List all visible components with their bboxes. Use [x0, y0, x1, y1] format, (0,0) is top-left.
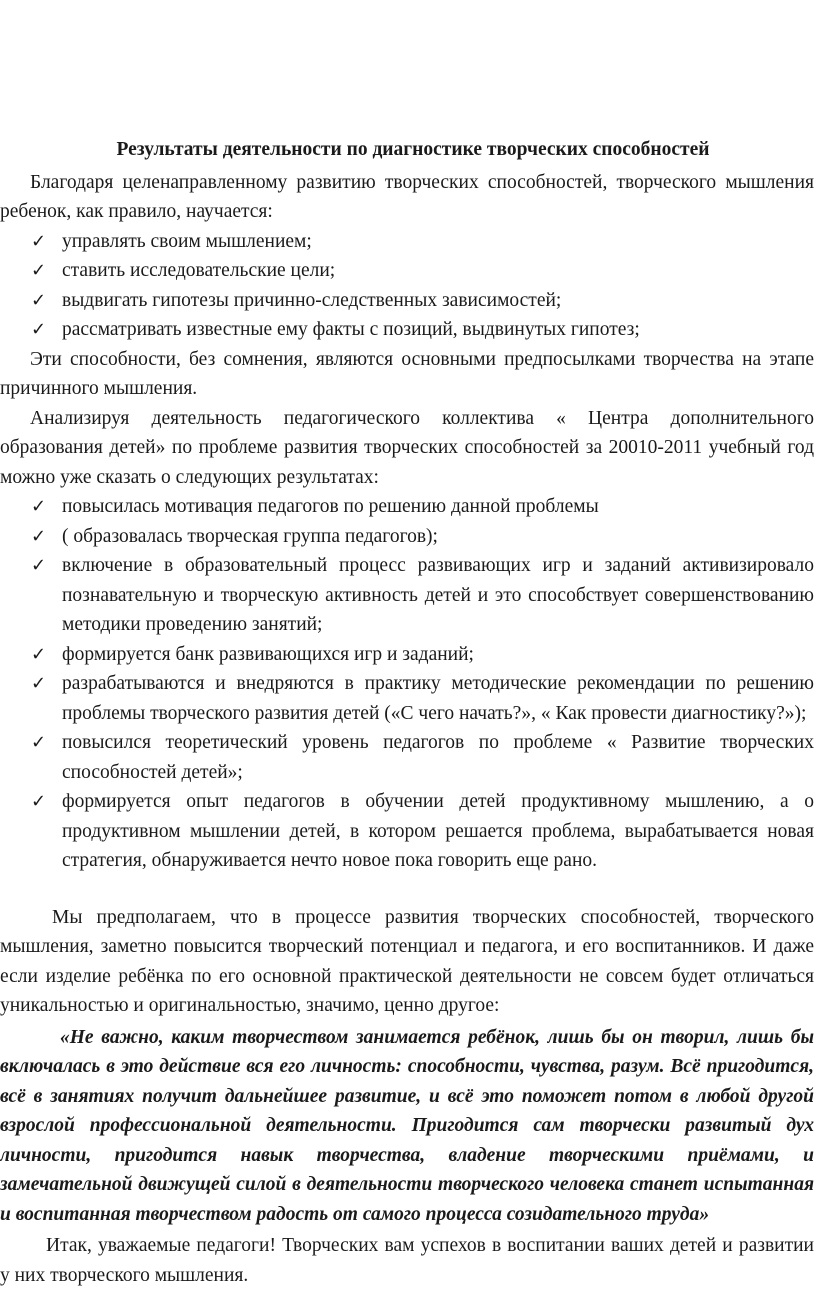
paragraph-spacer [0, 876, 814, 903]
checkmark-icon: ✓ [31, 260, 47, 281]
list-item [0, 551, 814, 640]
quote-paragraph: «Не важно, каким творчеством занимается ребёнок, лишь бы он творил, лишь бы включалась в это действие вся его личность: способности, чувства, разум. Всё пригодится, всё в занятиях получит дальнейшее развитие, и всё это поможет потом в любой другой взрослой профессиональной деятельности. Пригодится сам творчески развитый дух личности, пригодится навык творчества, владение творческими приёмами, и замечательной движущей силой в деятельности творческого человека станет испытанная и воспитанная творчеством радость от самого процесса созидательного труда» [0, 1026, 814, 1225]
list-item-text: повысился теоретический уровень педагогов по проблеме « Развитие творческих способностей детей»; [62, 732, 814, 783]
list-item [0, 787, 814, 876]
closing-paragraph: Итак, уважаемые педагоги! Творческих вам успехов в воспитании ваших детей и развитии у них творческого мышления. [0, 1235, 814, 1286]
checkmark-icon: ✓ [31, 230, 47, 252]
list-item-text: ( образовалась творческая группа педагогов); [62, 525, 438, 547]
list-item-text: разрабатываются и внедряются в практику методические рекомендации по решению проблемы творческого развития детей («С чего начать?», « Как провести диагностику?»); [62, 673, 814, 724]
list-item-text: включение в образовательный процесс развивающих игр и заданий активизировало познавательную и творческую активность детей и это способствует совершенствованию методики проведению занятий; [62, 555, 814, 635]
intro-paragraph: Благодаря целенаправленному развитию творческих способностей, творческого мышления ребенок, как правило, научается: [0, 171, 814, 222]
list-item-text: формируется опыт педагогов в обучении детей продуктивному мышлению, а о продуктивном мышлении детей, в котором решается проблема, вырабатывается новая стратегия, обнаруживается нечто новое пока говорить еще рано. [62, 791, 814, 871]
document-title: Результаты деятельности по диагностике творческих способностей [116, 139, 710, 160]
checkmark-icon: ✓ [31, 525, 47, 547]
checkmark-icon: ✓ [31, 319, 47, 340]
results-list [0, 492, 814, 876]
list-item [0, 492, 814, 522]
list-item-text: формируется банк развивающихся игр и заданий; [62, 643, 474, 665]
list-item [0, 227, 814, 257]
list-item [0, 669, 814, 728]
list-item [0, 728, 814, 787]
list-item-text: управлять своим мышлением; [62, 230, 312, 252]
skills-summary-paragraph: Эти способности, без сомнения, являются основными предпосылками творчества на этапе причинного мышления. [0, 348, 814, 399]
list-item [0, 315, 814, 345]
analysis-paragraph: Анализируя деятельность педагогического коллектива « Центра дополнительного образования детей» по проблеме развития творческих способностей за 20010-2011 учебный год можно уже сказать о следующих результатах: [0, 407, 814, 488]
list-item [0, 640, 814, 670]
list-item-text: ставить исследовательские цели; [62, 260, 336, 281]
list-item [0, 522, 814, 552]
checkmark-icon: ✓ [31, 791, 47, 812]
checkmark-icon: ✓ [31, 496, 47, 517]
assumption-paragraph: Мы предполагаем, что в процессе развития творческих способностей, творческого мышления, заметно повысится творческий потенциал и педагога, и его воспитанников. И даже если изделие ребёнка по его основной практической деятельности не совсем будет отличаться уникальностью и оригинальностью, значимо, ценно другое: [0, 906, 814, 1016]
checkmark-icon: ✓ [31, 289, 47, 311]
skills-list [0, 227, 814, 345]
list-item [0, 256, 814, 286]
list-item-text: выдвигать гипотезы причинно-следственных зависимостей; [62, 289, 562, 311]
checkmark-icon: ✓ [31, 643, 47, 665]
list-item-text: повысилась мотивация педагогов по решению данной проблемы [62, 496, 599, 517]
checkmark-icon: ✓ [31, 555, 47, 576]
checkmark-icon: ✓ [31, 673, 47, 694]
checkmark-icon: ✓ [31, 732, 47, 753]
list-item [0, 286, 814, 316]
list-item-text: рассматривать известные ему факты с позиций, выдвинутых гипотез; [62, 319, 640, 340]
